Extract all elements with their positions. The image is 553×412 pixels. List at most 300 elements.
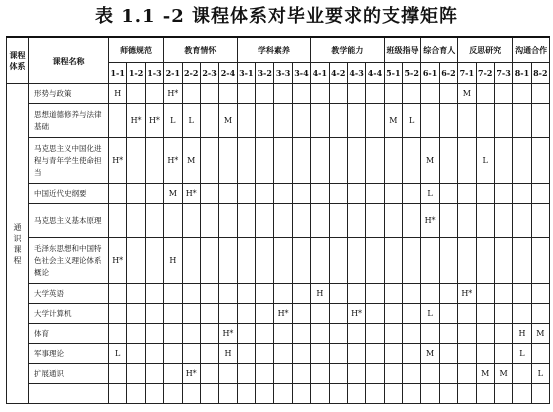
table-row [7,324,550,344]
support-mark-cell [476,344,494,364]
empty-cell [311,384,329,404]
support-mark-cell [458,184,476,204]
support-mark-cell [274,284,292,304]
support-mark-cell [421,238,439,284]
support-mark-cell [329,204,347,238]
support-mark-cell [403,284,421,304]
header-category: 课程体系 [7,37,29,84]
support-mark-cell [109,324,127,344]
support-mark-cell [127,84,145,104]
support-mark-cell [384,284,402,304]
support-mark-cell [513,304,531,324]
support-mark-cell [164,204,182,238]
course-name-cell: 马克思主义中国化进程与青年学生使命担当 [29,138,109,184]
category-cell [7,84,29,404]
support-mark-cell: M [421,138,439,184]
support-mark-cell [292,104,310,138]
support-mark-cell [127,364,145,384]
support-mark-cell [494,104,512,138]
support-mark-cell [347,204,365,238]
support-mark-cell [219,304,237,324]
table-row [7,384,550,404]
header-requirement-index: 4-4 [366,63,384,84]
support-mark-cell [513,204,531,238]
support-mark-cell [439,138,457,184]
empty-cell [384,384,402,404]
support-mark-cell [384,324,402,344]
support-mark-cell [513,104,531,138]
support-mark-cell [403,304,421,324]
support-mark-cell [127,184,145,204]
support-mark-cell [200,324,218,344]
support-mark-cell [513,184,531,204]
support-mark-cell [458,344,476,364]
header-course-name: 课程名称 [29,37,109,84]
support-mark-cell [164,344,182,364]
support-mark-cell [329,364,347,384]
support-mark-cell [347,138,365,184]
support-mark-cell [256,238,274,284]
support-mark-cell [439,324,457,344]
support-mark-cell [476,324,494,344]
support-mark-cell [384,184,402,204]
empty-cell [347,384,365,404]
support-mark-cell [182,238,200,284]
support-mark-cell [200,284,218,304]
support-mark-cell [200,104,218,138]
header-requirement-index: 2-4 [219,63,237,84]
empty-cell [329,384,347,404]
table-row [7,304,550,324]
support-mark-cell [311,344,329,364]
support-mark-cell [403,344,421,364]
support-mark-cell [292,204,310,238]
support-mark-cell: H [219,344,237,364]
support-mark-cell [256,344,274,364]
support-mark-cell [292,84,310,104]
support-mark-cell [182,284,200,304]
support-mark-cell [237,238,255,284]
support-mark-cell [256,364,274,384]
support-mark-cell: M [458,84,476,104]
support-mark-cell [237,138,255,184]
support-mark-cell [347,324,365,344]
support-mark-cell [403,204,421,238]
support-mark-cell [494,238,512,284]
table-row [7,138,550,184]
support-mark-cell [476,304,494,324]
support-mark-cell [182,84,200,104]
empty-cell [256,384,274,404]
support-mark-cell [311,104,329,138]
support-mark-cell: M [494,364,512,384]
course-name-cell: 思想道德修养与法律基础 [29,104,109,138]
support-mark-cell: M [164,184,182,204]
support-mark-cell [145,284,163,304]
header-requirement-index: 2-3 [200,63,218,84]
support-mark-cell [513,238,531,284]
header-requirement-index: 6-2 [439,63,457,84]
support-mark-cell [403,84,421,104]
support-mark-cell [256,104,274,138]
header-requirement-index: 6-1 [421,63,439,84]
support-mark-cell [439,364,457,384]
table-row [7,104,550,138]
support-mark-cell [347,364,365,384]
support-mark-cell: L [109,344,127,364]
support-mark-cell [494,324,512,344]
support-mark-cell [109,364,127,384]
support-mark-cell [329,238,347,284]
support-mark-cell [439,284,457,304]
support-mark-cell [145,364,163,384]
support-mark-cell [347,184,365,204]
support-mark-cell [329,104,347,138]
course-name-cell: 扩展通识 [29,364,109,384]
support-mark-cell [311,138,329,184]
support-mark-cell [237,304,255,324]
support-mark-cell [127,238,145,284]
support-mark-cell [458,104,476,138]
support-mark-cell [403,324,421,344]
support-mark-cell [347,104,365,138]
support-mark-cell: H* [109,138,127,184]
support-mark-cell: H [164,238,182,284]
table-row [7,344,550,364]
support-mark-cell [200,238,218,284]
support-mark-cell [494,138,512,184]
header-requirement-index: 7-1 [458,63,476,84]
support-mark-cell [256,138,274,184]
support-mark-cell: L [531,364,549,384]
empty-cell [219,384,237,404]
header-group: 班级指导 [384,37,421,63]
support-mark-cell [531,184,549,204]
empty-cell [531,384,549,404]
empty-cell [439,384,457,404]
support-mark-cell [237,324,255,344]
support-mark-cell: H* [164,84,182,104]
support-mark-cell [476,84,494,104]
support-mark-cell [109,184,127,204]
support-mark-cell [366,184,384,204]
support-mark-cell [347,344,365,364]
empty-cell [494,384,512,404]
support-mark-cell [329,184,347,204]
header-requirement-index: 2-2 [182,63,200,84]
support-mark-cell [292,238,310,284]
support-mark-cell [458,138,476,184]
support-mark-cell: L [182,104,200,138]
support-mark-cell [109,304,127,324]
support-mark-cell [403,138,421,184]
support-mark-cell [494,204,512,238]
support-mark-cell [292,304,310,324]
support-mark-cell: H* [274,304,292,324]
support-mark-cell [200,344,218,364]
support-mark-cell [237,184,255,204]
support-mark-cell [403,364,421,384]
support-mark-cell [237,84,255,104]
support-mark-cell [329,138,347,184]
support-mark-cell [476,238,494,284]
header-group: 教育情怀 [164,37,238,63]
support-mark-cell [366,344,384,364]
course-name-cell: 大学计算机 [29,304,109,324]
header-requirement-index: 1-1 [109,63,127,84]
support-mark-cell: L [403,104,421,138]
header-requirement-index: 8-1 [513,63,531,84]
support-mark-cell: H [109,84,127,104]
support-matrix-table [6,36,550,404]
support-mark-cell [292,284,310,304]
header-requirement-index: 3-1 [237,63,255,84]
support-mark-cell [145,304,163,324]
course-name-cell: 毛泽东思想和中国特色社会主义理论体系概论 [29,238,109,284]
support-mark-cell [366,304,384,324]
course-name-cell: 体育 [29,324,109,344]
support-mark-cell [145,238,163,284]
support-mark-cell [274,104,292,138]
support-mark-cell: H* [145,104,163,138]
support-mark-cell [219,204,237,238]
header-requirement-index: 5-2 [403,63,421,84]
support-mark-cell [494,344,512,364]
support-mark-cell [109,104,127,138]
support-mark-cell [366,138,384,184]
support-mark-cell [237,284,255,304]
support-mark-cell [127,284,145,304]
support-mark-cell [384,344,402,364]
support-mark-cell [127,304,145,324]
support-mark-cell [237,344,255,364]
header-requirement-index: 8-2 [531,63,549,84]
header-requirement-index: 3-3 [274,63,292,84]
support-mark-cell [237,364,255,384]
support-mark-cell [292,184,310,204]
support-mark-cell [274,324,292,344]
support-mark-cell [274,204,292,238]
support-mark-cell [458,304,476,324]
header-requirement-index: 3-4 [292,63,310,84]
support-mark-cell [439,104,457,138]
header-group: 师德规范 [109,37,164,63]
support-mark-cell [292,344,310,364]
support-mark-cell: M [421,344,439,364]
support-mark-cell: H* [458,284,476,304]
support-mark-cell [329,84,347,104]
support-mark-cell [476,184,494,204]
support-mark-cell [256,184,274,204]
table-row [7,238,550,284]
support-mark-cell [274,238,292,284]
support-mark-cell [384,84,402,104]
support-mark-cell [531,238,549,284]
empty-cell [109,384,127,404]
support-mark-cell [366,238,384,284]
empty-cell [421,384,439,404]
support-mark-cell [513,364,531,384]
support-mark-cell [421,84,439,104]
support-mark-cell [292,364,310,384]
support-mark-cell [366,104,384,138]
header-requirement-index: 7-2 [476,63,494,84]
support-mark-cell [219,184,237,204]
support-mark-cell: H* [182,364,200,384]
header-requirement-index: 2-1 [164,63,182,84]
support-mark-cell [403,238,421,284]
support-mark-cell [200,204,218,238]
support-mark-cell [145,324,163,344]
support-mark-cell [531,138,549,184]
table-row [7,184,550,204]
course-name-cell: 大学英语 [29,284,109,304]
support-mark-cell [421,324,439,344]
support-mark-cell [256,84,274,104]
support-mark-cell [513,84,531,104]
support-mark-cell [476,284,494,304]
support-mark-cell [164,364,182,384]
support-mark-cell [200,364,218,384]
support-mark-cell [311,184,329,204]
support-mark-cell [311,238,329,284]
support-mark-cell [347,284,365,304]
support-mark-cell [182,304,200,324]
support-mark-cell [476,104,494,138]
support-mark-cell [200,138,218,184]
support-mark-cell: H* [109,238,127,284]
support-mark-cell [439,204,457,238]
support-mark-cell [384,138,402,184]
support-mark-cell: H [311,284,329,304]
empty-cell [513,384,531,404]
support-mark-cell: L [421,184,439,204]
support-mark-cell [366,204,384,238]
support-mark-cell [182,204,200,238]
support-mark-cell [311,204,329,238]
support-mark-cell [531,284,549,304]
support-mark-cell: L [164,104,182,138]
header-group: 综合育人 [421,37,458,63]
support-mark-cell [494,284,512,304]
empty-cell [200,384,218,404]
support-mark-cell [164,284,182,304]
support-mark-cell: H* [219,324,237,344]
empty-cell [182,384,200,404]
support-mark-cell [329,324,347,344]
empty-cell [274,384,292,404]
course-name-cell: 马克思主义基本原理 [29,204,109,238]
support-mark-cell [256,324,274,344]
support-mark-cell: M [384,104,402,138]
header-group: 学科素养 [237,37,311,63]
support-mark-cell [182,324,200,344]
support-mark-cell [366,284,384,304]
support-mark-cell [494,304,512,324]
support-mark-cell: H [513,324,531,344]
support-mark-cell [366,84,384,104]
support-mark-cell [274,364,292,384]
support-mark-cell [182,344,200,364]
support-mark-cell [421,364,439,384]
support-mark-cell [311,364,329,384]
support-mark-cell [145,138,163,184]
support-mark-cell [531,84,549,104]
support-mark-cell [127,324,145,344]
support-mark-cell [439,184,457,204]
support-mark-cell [311,324,329,344]
support-mark-cell [256,204,274,238]
support-mark-cell [200,304,218,324]
support-mark-cell [292,138,310,184]
support-mark-cell [145,344,163,364]
support-mark-cell [403,184,421,204]
support-mark-cell [421,104,439,138]
support-mark-cell [219,84,237,104]
support-mark-cell [347,84,365,104]
support-mark-cell [237,104,255,138]
support-mark-cell: M [531,324,549,344]
empty-cell [366,384,384,404]
support-mark-cell [274,184,292,204]
support-mark-cell [347,238,365,284]
support-mark-cell [274,344,292,364]
support-mark-cell [145,184,163,204]
support-mark-cell [458,324,476,344]
support-mark-cell [219,138,237,184]
empty-cell [476,384,494,404]
support-mark-cell: H* [421,204,439,238]
header-requirement-index: 1-2 [127,63,145,84]
support-mark-cell [329,344,347,364]
support-mark-cell [494,184,512,204]
support-mark-cell: L [476,138,494,184]
support-mark-cell [200,184,218,204]
empty-cell [29,384,109,404]
table-row [7,204,550,238]
header-requirement-index: 4-2 [329,63,347,84]
support-mark-cell [458,204,476,238]
support-mark-cell [531,304,549,324]
header-requirement-index: 3-2 [256,63,274,84]
support-mark-cell: H* [164,138,182,184]
header-requirement-index: 1-3 [145,63,163,84]
support-mark-cell [219,284,237,304]
support-mark-cell [292,324,310,344]
support-mark-cell: L [513,344,531,364]
support-mark-cell [219,238,237,284]
header-requirement-index: 4-1 [311,63,329,84]
support-mark-cell [145,204,163,238]
table-row [7,284,550,304]
support-mark-cell [439,84,457,104]
category-label: 通识课程 [13,222,22,265]
support-mark-cell: H* [347,304,365,324]
empty-cell [403,384,421,404]
support-mark-cell [127,138,145,184]
support-mark-cell [127,204,145,238]
header-requirement-index: 4-3 [347,63,365,84]
support-mark-cell [274,84,292,104]
support-mark-cell [366,324,384,344]
course-name-cell: 军事理论 [29,344,109,364]
support-mark-cell: H* [182,184,200,204]
support-mark-cell [256,284,274,304]
header-group: 沟通合作 [513,37,550,63]
support-mark-cell: M [476,364,494,384]
empty-cell [237,384,255,404]
support-mark-cell [513,284,531,304]
